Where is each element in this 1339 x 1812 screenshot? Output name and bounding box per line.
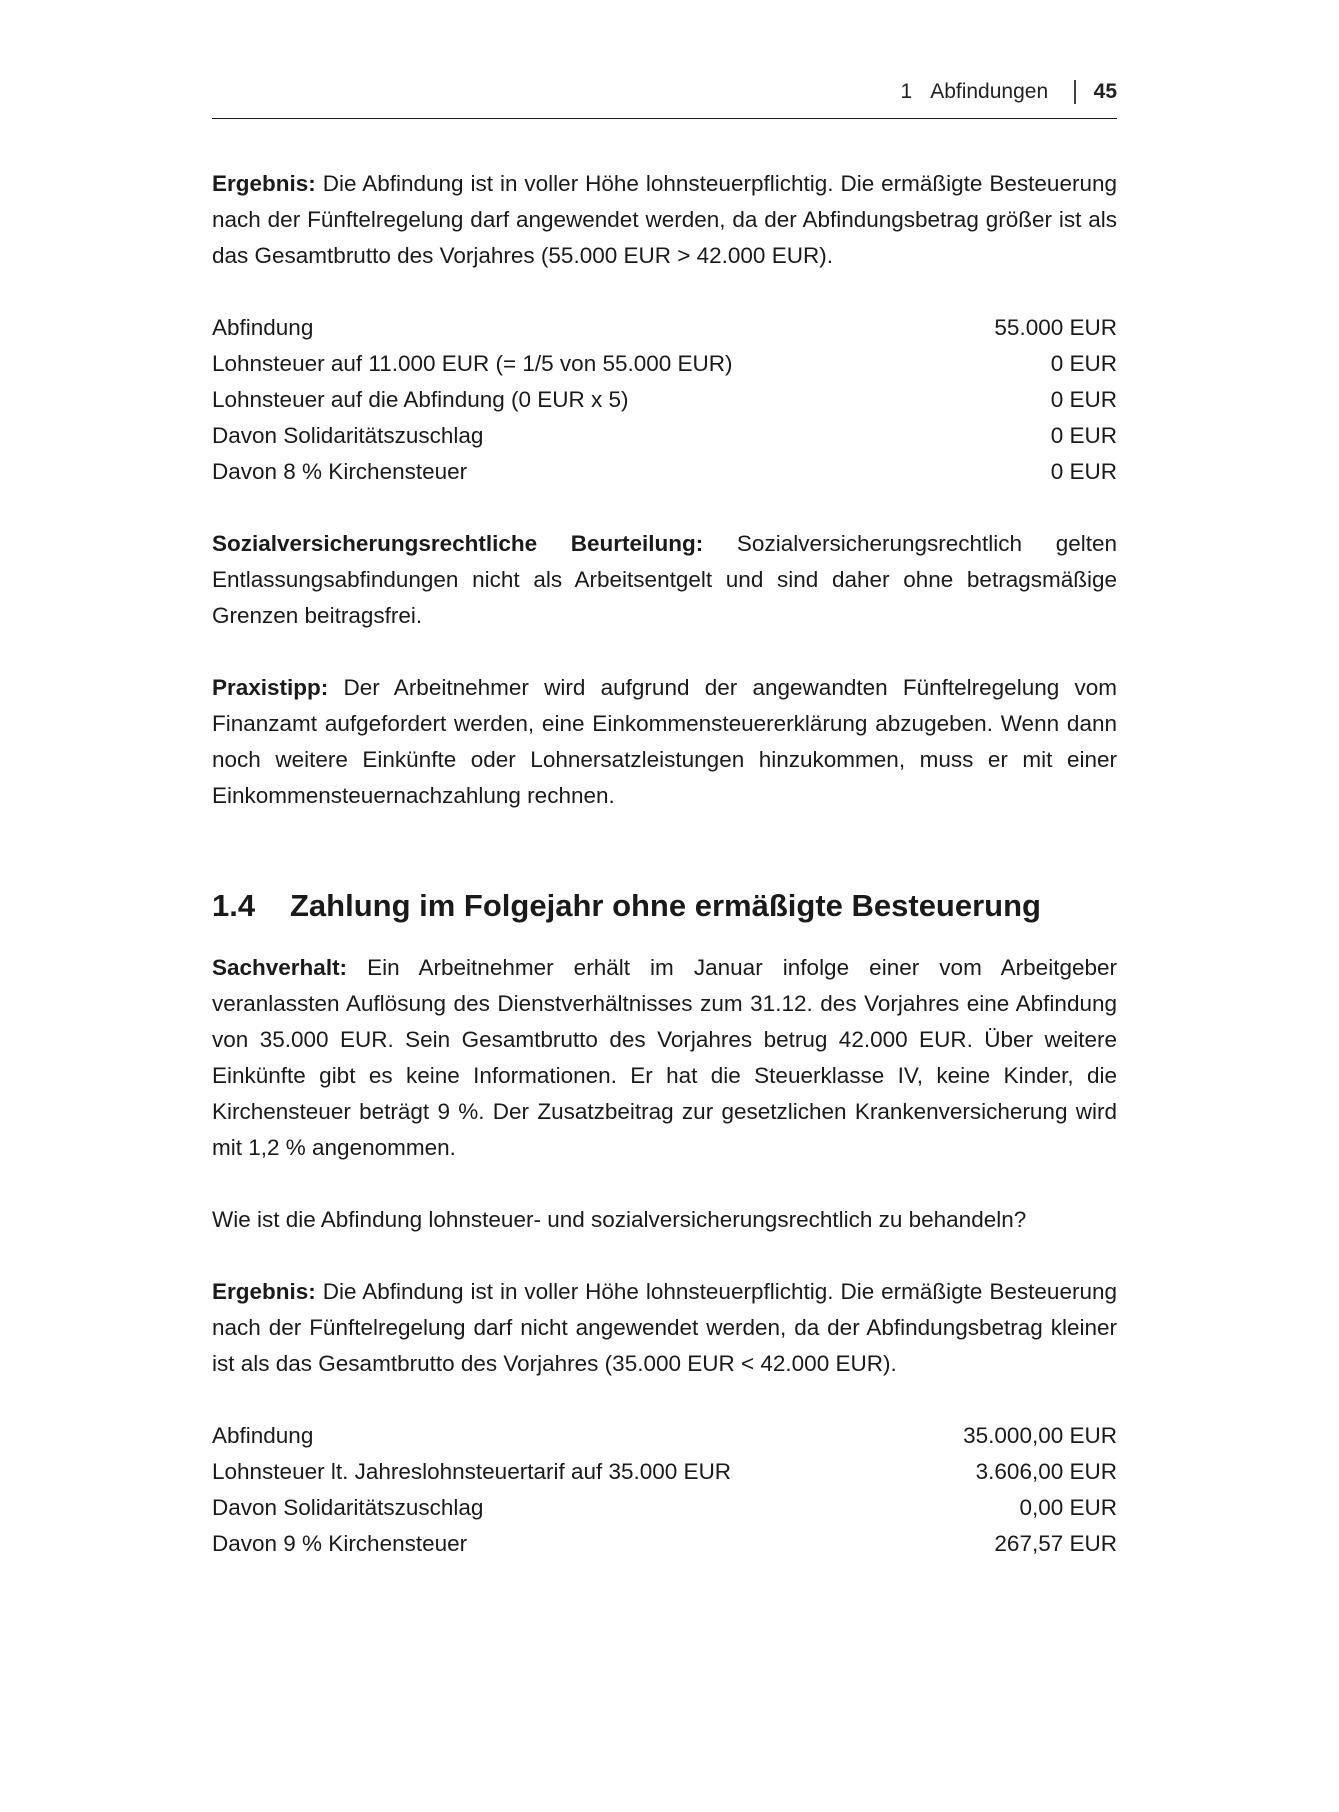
calc-label: Lohnsteuer lt. Jahreslohnsteuertarif auf 35.000 EUR bbox=[212, 1459, 732, 1484]
facts-paragraph bbox=[212, 950, 1117, 1166]
running-header-right bbox=[901, 80, 1118, 104]
social-insurance-paragraph bbox=[212, 526, 1117, 634]
calc-value: 0 EUR bbox=[1050, 387, 1117, 412]
calc-value: 3.606,00 EUR bbox=[975, 1459, 1117, 1484]
table-row bbox=[212, 1490, 1117, 1526]
tip-text: Der Arbeitnehmer wird aufgrund der angewandten Fünftelregelung vom Finanzamt aufgefordert werden, eine Einkommensteuererklärung abzugeben. Wenn dann noch weitere Einkünfte oder Lohnersatzleistungen hinzukommen, muss er mit einer Einkommensteuernachzahlung rechnen. bbox=[212, 675, 1117, 808]
section-heading bbox=[212, 886, 1117, 926]
calc-label: Abfindung bbox=[212, 315, 314, 340]
table-row bbox=[212, 1526, 1117, 1562]
calc-value: 55.000 EUR bbox=[994, 315, 1117, 340]
facts-text: Ein Arbeitnehmer erhält im Januar infolge einer vom Arbeitgeber veranlassten Auflösung des Dienstverhältnisses zum 31.12. des Vorjahres eine Abfindung von 35.000 EUR. Sein Gesamtbrutto des Vorjahres betrug 42.000 EUR. Über weitere Einkünfte gibt es keine Informationen. Er hat die Steuerklasse IV, keine Kinder, die Kirchensteuer beträgt 9 %. Der Zusatzbeitrag zur gesetzlichen Krankenversicherung wird mit 1,2 % angenommen. bbox=[212, 955, 1117, 1160]
calc-label: Abfindung bbox=[212, 1423, 314, 1448]
table-row bbox=[212, 310, 1117, 346]
table-row bbox=[212, 1454, 1117, 1490]
calc-value: 0 EUR bbox=[1050, 423, 1117, 448]
result-paragraph-1 bbox=[212, 166, 1117, 274]
page-number: 45 bbox=[1093, 80, 1117, 103]
section-title: Zahlung im Folgejahr ohne ermäßigte Besteuerung bbox=[290, 888, 1041, 923]
calc-label: Davon Solidaritätszuschlag bbox=[212, 1495, 484, 1520]
table-row bbox=[212, 1418, 1117, 1454]
question-paragraph: Wie ist die Abfindung lohnsteuer- und sozialversicherungsrechtlich zu behandeln? bbox=[212, 1207, 1027, 1232]
calc-label: Davon 8 % Kirchensteuer bbox=[212, 459, 468, 484]
table-row bbox=[212, 382, 1117, 418]
result-paragraph-2 bbox=[212, 1274, 1117, 1382]
calculation-table-1 bbox=[212, 310, 1117, 490]
facts-lead: Sachverhalt: bbox=[212, 955, 348, 980]
table-row bbox=[212, 346, 1117, 382]
calc-label: Davon Solidaritätszuschlag bbox=[212, 423, 484, 448]
calc-label: Lohnsteuer auf 11.000 EUR (= 1/5 von 55.000 EUR) bbox=[212, 351, 733, 376]
section-number: 1.4 bbox=[212, 888, 256, 923]
table-row bbox=[212, 454, 1117, 490]
tip-lead: Praxistipp: bbox=[212, 675, 329, 700]
header-separator bbox=[1074, 80, 1076, 104]
chapter-title: Abfindungen bbox=[930, 80, 1049, 103]
result-text-1: Die Abfindung ist in voller Höhe lohnsteuerpflichtig. Die ermäßigte Besteuerung nach der Fünftelregelung darf angewendet werden, da der Abfindungsbetrag größer ist als das Gesamtbrutto des Vorjahres (55.000 EUR > 42.000 EUR). bbox=[212, 171, 1117, 268]
calc-label: Lohnsteuer auf die Abfindung (0 EUR x 5) bbox=[212, 387, 629, 412]
result-lead-1: Ergebnis: bbox=[212, 171, 316, 196]
calc-value: 267,57 EUR bbox=[994, 1531, 1117, 1556]
calc-value: 0 EUR bbox=[1050, 459, 1117, 484]
running-header bbox=[212, 78, 1117, 119]
tip-paragraph bbox=[212, 670, 1117, 814]
calc-value: 0 EUR bbox=[1050, 351, 1117, 376]
social-lead: Sozialversicherungsrechtliche Beurteilung: bbox=[212, 531, 704, 556]
result-lead-2: Ergebnis: bbox=[212, 1279, 316, 1304]
chapter-number: 1 bbox=[900, 80, 913, 103]
page-body bbox=[212, 166, 1117, 1562]
calc-value: 0,00 EUR bbox=[1019, 1495, 1117, 1520]
calculation-table-2 bbox=[212, 1418, 1117, 1562]
calc-label: Davon 9 % Kirchensteuer bbox=[212, 1531, 468, 1556]
table-row bbox=[212, 418, 1117, 454]
social-text: Sozialversicherungsrechtlich gelten Entlassungsabfindungen nicht als Arbeitsentgelt und sind daher ohne betragsmäßige Grenzen beitragsfrei. bbox=[212, 531, 1117, 628]
calc-value: 35.000,00 EUR bbox=[963, 1423, 1117, 1448]
result-text-2: Die Abfindung ist in voller Höhe lohnsteuerpflichtig. Die ermäßigte Besteuerung nach der Fünftelregelung darf nicht angewendet werden, da der Abfindungsbetrag kleiner ist als das Gesamtbrutto des Vorjahres (35.000 EUR < 42.000 EUR). bbox=[212, 1279, 1117, 1376]
